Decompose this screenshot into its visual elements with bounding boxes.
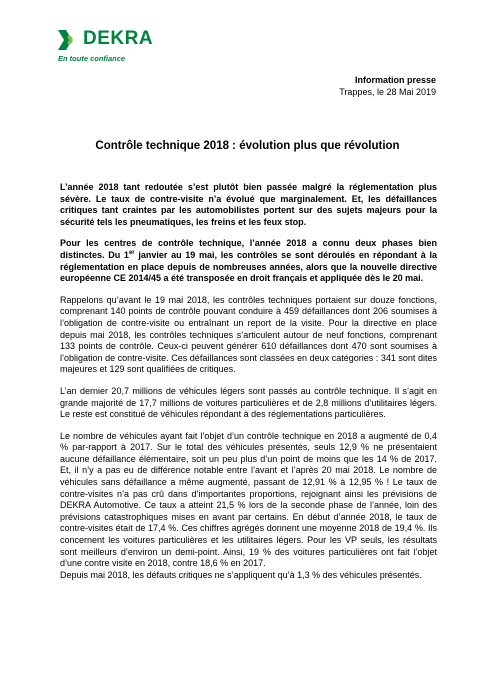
ordinal-sup: er [128,249,135,256]
place-date: Trappes, le 28 Mai 2019 [339,87,436,97]
document-title: Contrôle technique 2018 : évolution plus que révolution [95,140,400,152]
brand-tagline: En toute confiance [58,54,126,63]
intro-paragraph: L’année 2018 tant redoutée s’est plutôt bien passée malgré la réglementation plus sévère. Le taux de contre-visite n’a évolué que marginalement. Et, les défaillances critiques tant craintes par les automobilistes portent sur des sujets majeurs pour la sécurité tels les pneumatiques, les freins et les feux stop. [60,182,437,227]
phases-text-a: Pour les centres de contrôle technique, l’année 2018 a connu deux phases bien distinctes. Du 1 [60,238,437,260]
phases-paragraph [60,238,437,284]
phases-text-b: janvier au 19 mai, les contrôles se sont déroulés en répondant à la réglementation en place depuis de nombreuses années, alors que la nouvelle directive européenne CE 2014/45 a été transposée en droit français et appliquée dès le 20 mai. [60,249,437,284]
dekra-logo-mark-icon [58,30,80,50]
results-paragraph: Le nombre de véhicules ayant fait l’objet d’un contrôle technique en 2018 a augmenté de 0,4 % par-rapport à 2017. Sur le total des véhicules présentés, seuls 12,9 % ne présentaient aucune défaillance élémentaire, soit un peu plus d’un point de moins que les 14 % de 2017. Et, il n’y a pas eu de différence notable entre l’avant et l’après 20 mai 2018. Le nombre de véhicules sans défaillance a même augmenté, passant de 12,91 % à 12,95 % ! Le taux de contre-visites n’a pas crû dans d’importantes proportions, rejoignant ainsi les prévisions de DEKRA Automotive. Ce taux a atteint 21,5 % lors de la seconde phase de l’année, loin des prévisions catastrophiques mises en avant par certains. En début d’année 2018, le taux de contre-visites était de 17,4 %. Ces chiffres agrégés donnent une moyenne 2018 de 19,4 %. Ils concernent les voitures particulières et les utilitaires légers. Pour les VP seuls, les résultats sont meilleurs d’environ un demi-point. Ainsi, 19 % des voitures particulières ont fait l’objet d’une contre visite en 2018, contre 18,6 % en 2017. [60,430,437,569]
brand-name: DEKRA [83,28,154,49]
press-label: Information presse [354,75,436,85]
critical-defects-paragraph: Depuis mai 2018, les défauts critiques ne s’appliquent qu’à 1,3 % des véhicules présentés. [60,569,422,580]
dekra-logo [58,28,178,68]
document-body [60,182,437,581]
press-info [339,74,436,98]
volume-paragraph: L’an dernier 20,7 millions de véhicules légers sont passés au contrôle technique. Il s’agit en grande majorité de 17,7 millions de voitures particulières et de 2,8 millions d’utilitaires légers. Le reste est constitué de véhicules répondant à des réglementations particulières. [60,385,437,420]
regulation-paragraph: Rappelons qu’avant le 19 mai 2018, les contrôles techniques portaient sur douze fonctions, comprenant 140 points de contrôle pouvant conduire à 459 défaillances dont 206 soumises à l’obligation de contre-visite ou entraînant un report de la visite. Pour la directive en place depuis mai 2018, les contrôles techniques s’articulent autour de neuf fonctions, comprenant 133 points de contrôle. Ceux-ci peuvent générer 610 défaillances dont 470 sont soumises à l’obligation de contre-visite. Ces défaillances sont classées en deux catégories : 341 sont dites majeures et 129 sont qualifiées de critiques. [60,294,437,375]
